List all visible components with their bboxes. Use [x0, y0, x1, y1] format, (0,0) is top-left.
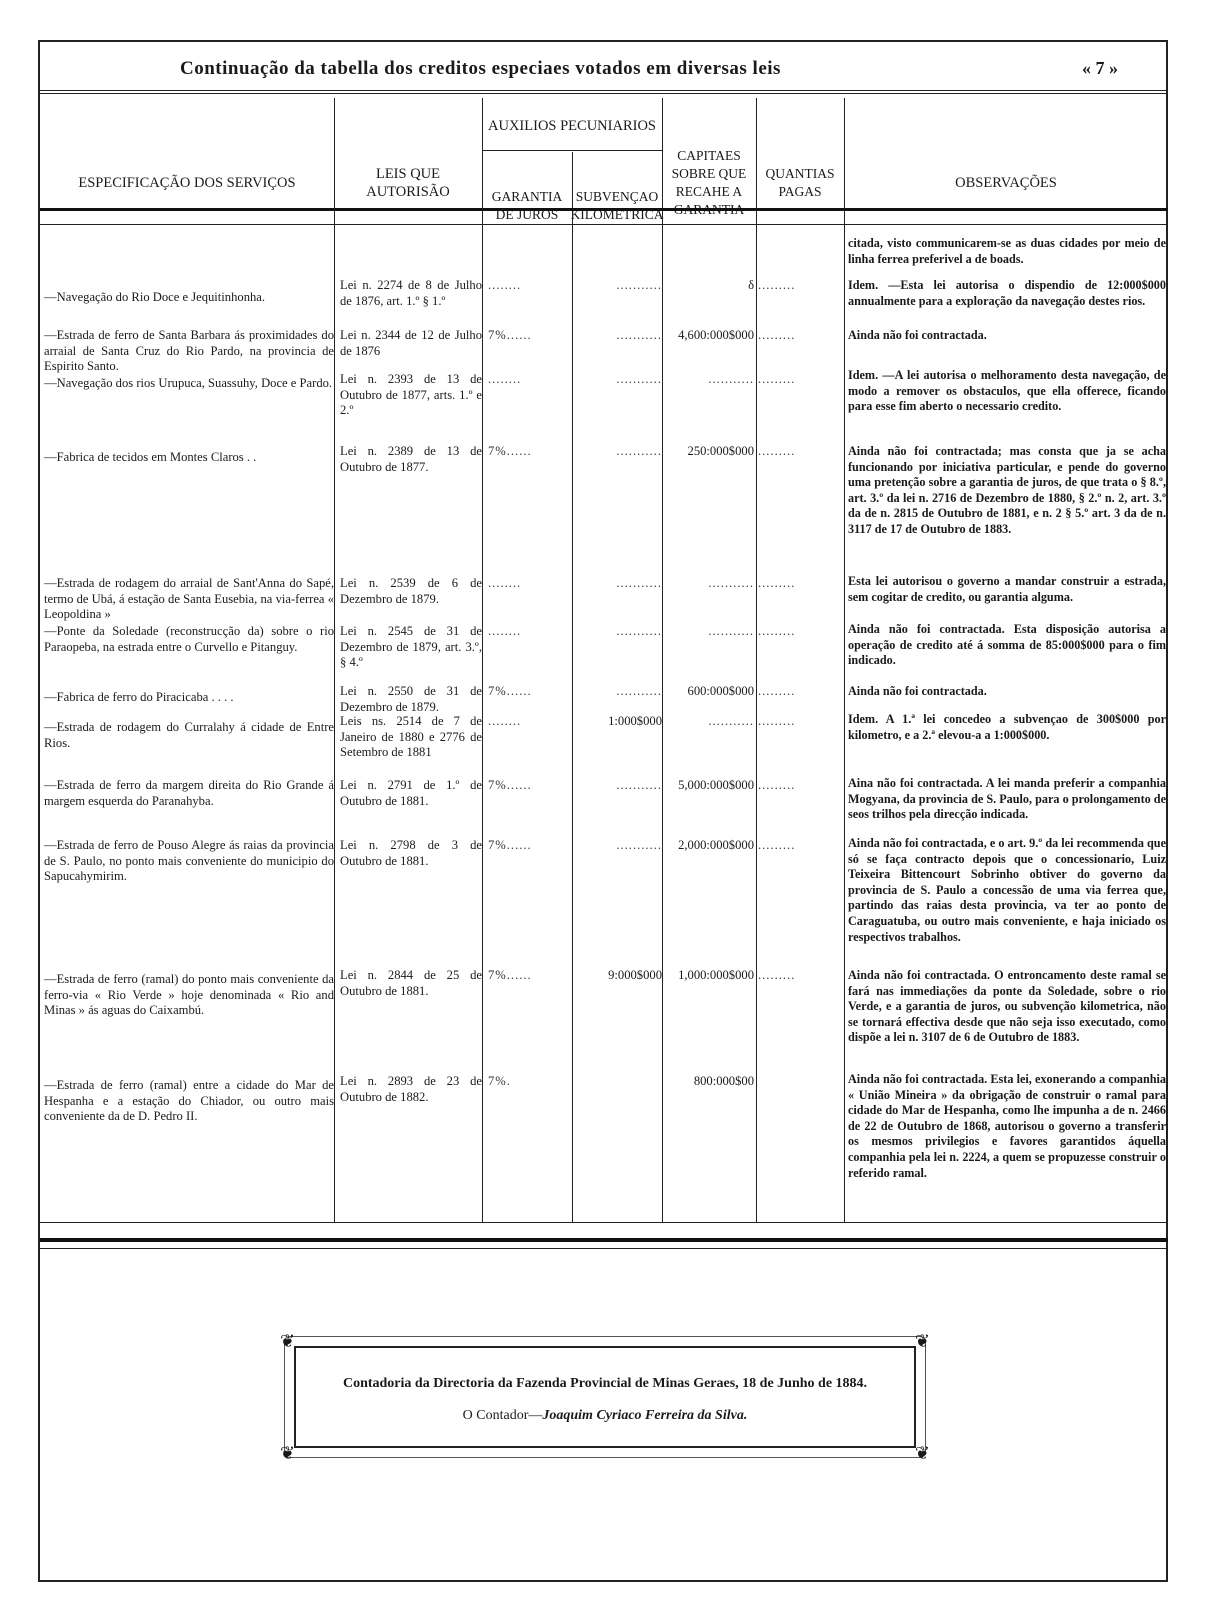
row-specification: —Estrada de ferro de Pouso Alegre ás raias da provincia de S. Paulo, no ponto mais conveniente do municipio do Sapucahymirim. — [44, 838, 334, 884]
row-observation: Ainda não foi contractada. — [848, 684, 987, 698]
row-observation: Ainda não foi contractada. O entroncamento deste ramal se fará nas immediações da ponte da Soledade, sobre o rio Verde, e a garantia de juros, ou subvenção kilometrica, não se tornará effectiva desde que não seja isso executado, como dispõe a lei n. 3107 de 6 de Outubro de 1883. — [848, 968, 1166, 1045]
column-divider — [662, 98, 663, 1222]
header-specification: ESPECIFICAÇÃO DOS SERVIÇOS — [78, 175, 296, 191]
row-guarantee: ........ — [488, 576, 522, 590]
row-guarantee: 7%...... — [488, 328, 532, 342]
row-law: Lei n. 2344 de 12 de Julho de 1876 — [340, 328, 482, 358]
row-paid: ......... — [758, 714, 796, 728]
ornament-icon: ❦ — [914, 1331, 930, 1351]
header-bottom-rule — [40, 208, 1168, 211]
row-observation: Ainda não foi contractada. Esta lei, exonerando a companhia « União Mineira » da obrigação de construir o ramal para cidade do Mar de Hespanha, como lhe impunha a de n. 2466 de 22 de Outubro de 1868, autorisou o governo a transferir os mesmos privilegios e favores garantidos áquella companhia pela lei n. 2224, a quem se propuzesse construir o referido ramal. — [848, 1072, 1166, 1180]
header-amounts-paid: QUANTIAS PAGAS — [765, 166, 835, 199]
row-subsidy: ........... — [616, 624, 662, 638]
signature-frame-inner — [294, 1346, 916, 1448]
row-observation: Ainda não foi contractada. — [848, 328, 987, 342]
row-specification: —Ponte da Soledade (reconstrucção da) sobre o rio Paraopeba, na estrada entre o Curvello e Pitanguy. — [44, 624, 334, 654]
row-paid: ......... — [758, 444, 796, 458]
row-subsidy: 9:000$000 — [608, 968, 662, 982]
row-subsidy: ........... — [616, 576, 662, 590]
row-specification: —Estrada de rodagem do Curralahy á cidade de Entre Rios. — [44, 720, 334, 750]
row-guarantee: 7%...... — [488, 968, 532, 982]
page-title: Continuação da tabella dos creditos especiaes votados em diversas leis — [180, 58, 781, 79]
row-subsidy: ........... — [616, 444, 662, 458]
row-paid: ......... — [758, 372, 796, 386]
row-paid: ......... — [758, 624, 796, 638]
signature-name-line — [310, 1408, 900, 1424]
row-paid: ......... — [758, 778, 796, 792]
row-specification: —Estrada de rodagem do arraial de Sant'Anna do Sapé, termo de Ubá, á estação de Santa Eusebia, na via-ferrea « Leopoldina » — [44, 576, 334, 622]
signature-label: O Contador— — [462, 1408, 543, 1423]
row-capital: ........... — [708, 372, 754, 386]
row-paid: ......... — [758, 328, 796, 342]
row-paid: ......... — [758, 838, 796, 852]
signature-office-line: Contadoria da Directoria da Fazenda Provincial de Minas Geraes, 18 de Junho de 1884. — [342, 1376, 868, 1391]
row-specification: —Estrada de ferro (ramal) entre a cidade do Mar de Hespanha e a estação do Chiador, ou outro mais conveniente da de D. Pedro II. — [44, 1078, 334, 1124]
row-capital: ........... — [708, 624, 754, 638]
row-capital: ........... — [708, 714, 754, 728]
signature-box — [280, 1332, 930, 1462]
row-observation: Ainda não foi contractada; mas consta que ja se acha funcionando por iniciativa particular, e pende do governo uma pretenção sobre a garantia de juros, de que trata o § 8.º, art. 3.º da lei n. 2716 de Dezembro de 1880, § 2.º n. 2, art. 3.º da de n. 2815 de Outubro de 1881, e n. 2 § 5.º art. 3 da de n. 3117 de 17 de Outubro de 1883. — [848, 444, 1166, 536]
header-capital: CAPITAES SOBRE QUE RECAHE A GARANTIA — [671, 148, 747, 217]
row-law: Lei n. 2393 de 13 de Outubro de 1877, arts. 1.º e 2.º — [340, 372, 482, 418]
signature-name: Joaquim Cyriaco Ferreira da Silva. — [542, 1408, 748, 1423]
header-guarantee: GARANTIA DE JUROS — [491, 189, 563, 222]
header-laws: LEIS QUE AUTORISÃO — [366, 166, 450, 200]
row-observation: Aina não foi contractada. A lei manda preferir a companhia Mogyana, da provincia de S. Paulo, para o prolongamento de seos trilhos pela direcção indicada. — [848, 776, 1166, 822]
row-subsidy: ........... — [616, 372, 662, 386]
row-guarantee: 7%...... — [488, 684, 532, 698]
row-guarantee: ........ — [488, 624, 522, 638]
row-capital: 1,000:000$000 — [678, 968, 754, 982]
row-observation: Ainda não foi contractada. Esta disposição autorisa a operação de credito até á somma de 85:000$000 para o fim indicado. — [848, 622, 1166, 668]
row-specification: —Navegação dos rios Urupuca, Suassuhy, Doce e Pardo. — [44, 376, 333, 390]
document-page — [38, 40, 1168, 1582]
row-subsidy: ........... — [616, 778, 662, 792]
row-subsidy: ........... — [616, 838, 662, 852]
header-observations: OBSERVAÇÕES — [955, 175, 1057, 191]
table-bottom-rule — [40, 1222, 1168, 1223]
row-subsidy: ........... — [616, 684, 662, 698]
row-guarantee: 7%. — [488, 1074, 511, 1088]
row-specification: —Estrada de ferro da margem direita do Rio Grande á margem esquerda do Paranahyba. — [44, 778, 334, 808]
column-divider — [756, 98, 757, 1222]
row-specification: —Navegação do Rio Doce e Jequitinhonha. — [44, 290, 266, 304]
row-law: Lei n. 2550 de 31 de Dezembro de 1879. — [340, 684, 482, 714]
row-observation: Idem. —A lei autorisa o melhoramento desta navegação, de modo a remover os obstaculos, que ella offerece, ficando para esse fim aberto o necessario credito. — [848, 368, 1166, 414]
observation-continuation: citada, visto communicarem-se as duas cidades por meio de linha ferrea preferivel a de boads. — [848, 236, 1166, 266]
row-capital: 4,600:000$000 — [678, 328, 754, 342]
title-bar — [40, 42, 1166, 94]
row-paid: ......... — [758, 278, 796, 292]
row-law: Lei n. 2844 de 25 de Outubro de 1881. — [340, 968, 482, 998]
row-specification: —Estrada de ferro de Santa Barbara ás proximidades do arraial de Santa Cruz do Rio Pardo, na provincia de Espirito Santo. — [44, 328, 334, 374]
row-law: Leis ns. 2514 de 7 de Janeiro de 1880 e 2776 de Setembro de 1881 — [340, 714, 482, 760]
row-capital: 800:000$00 — [693, 1074, 754, 1088]
ornament-icon: ❦ — [914, 1443, 930, 1463]
row-law: Lei n. 2539 de 6 de Dezembro de 1879. — [340, 576, 482, 606]
row-specification: —Estrada de ferro (ramal) do ponto mais conveniente da ferro-via « Rio Verde » hoje denominada « Rio and Minas » ás aguas do Caixambú. — [44, 972, 334, 1018]
row-capital: ........... — [708, 576, 754, 590]
row-guarantee: ........ — [488, 714, 522, 728]
page-number: « 7 » — [1082, 58, 1118, 78]
header-rule — [40, 224, 1168, 225]
row-law: Lei n. 2389 de 13 de Outubro de 1877. — [340, 444, 482, 474]
row-observation: Idem. —Esta lei autorisa o dispendio de 12:000$000 annualmente para a exploração da navegação destes rios. — [848, 278, 1166, 308]
row-paid: ......... — [758, 684, 796, 698]
row-observation: Idem. A 1.ª lei concedeo a subvençao de 300$000 por kilometro, e a 2.ª elevou-a a 1:000$000. — [848, 712, 1166, 742]
row-capital: 600:000$000 — [687, 684, 754, 698]
ornament-icon: ❦ — [280, 1443, 296, 1463]
row-observation: Ainda não foi contractada, e o art. 9.º da lei recommenda que só se faça contracto depois que o concessionario, Luiz Teixeira Bittencourt Sobrinho obtiver do governo da provincia de S. Paulo a concessão de uma via ferrea que, partindo das raias desta provincia, va ter ao ponto de Caraguatuba, ou outro mais conveniente, e haja iniciado os respectivos trabalhos. — [848, 836, 1166, 944]
row-capital: 2,000:000$000 — [678, 838, 754, 852]
row-paid: ......... — [758, 968, 796, 982]
header-subdivider — [482, 150, 662, 151]
ornament-icon: ❦ — [280, 1331, 296, 1351]
row-specification: —Fabrica de tecidos em Montes Claros . . — [44, 450, 257, 464]
column-divider — [482, 98, 483, 1222]
table-bottom-thick-rule — [40, 1238, 1168, 1242]
row-capital: 5,000:000$000 — [678, 778, 754, 792]
row-subsidy: ........... — [616, 278, 662, 292]
row-observation: Esta lei autorisou o governo a mandar construir a estrada, sem cogitar de credito, ou garantia alguma. — [848, 574, 1166, 604]
row-guarantee: ........ — [488, 278, 522, 292]
header-aid-group: AUXILIOS PECUNIARIOS — [488, 118, 656, 134]
row-capital: δ — [748, 278, 754, 292]
row-guarantee: 7%...... — [488, 444, 532, 458]
row-law: Lei n. 2798 de 3 de Outubro de 1881. — [340, 838, 482, 868]
row-law: Lei n. 2893 de 23 de Outubro de 1882. — [340, 1074, 482, 1104]
row-guarantee: 7%...... — [488, 838, 532, 852]
row-capital: 250:000$000 — [687, 444, 754, 458]
row-guarantee: 7%...... — [488, 778, 532, 792]
row-law: Lei n. 2274 de 8 de Julho de 1876, art. 1.º § 1.º — [340, 278, 482, 308]
row-law: Lei n. 2791 de 1.º de Outubro de 1881. — [340, 778, 482, 808]
row-specification: —Fabrica de ferro do Piracicaba . . . . — [44, 690, 234, 704]
row-law: Lei n. 2545 de 31 de Dezembro de 1879, art. 3.º, § 4.º — [340, 624, 482, 670]
row-paid: ......... — [758, 576, 796, 590]
row-subsidy: 1:000$000 — [608, 714, 662, 728]
table-bottom-rule — [40, 1248, 1168, 1249]
column-divider — [844, 98, 845, 1222]
header-subsidy: SUBVENÇAO KILOMETRICA — [570, 189, 664, 222]
row-guarantee: ........ — [488, 372, 522, 386]
column-divider — [334, 98, 335, 1222]
row-subsidy: ........... — [616, 328, 662, 342]
